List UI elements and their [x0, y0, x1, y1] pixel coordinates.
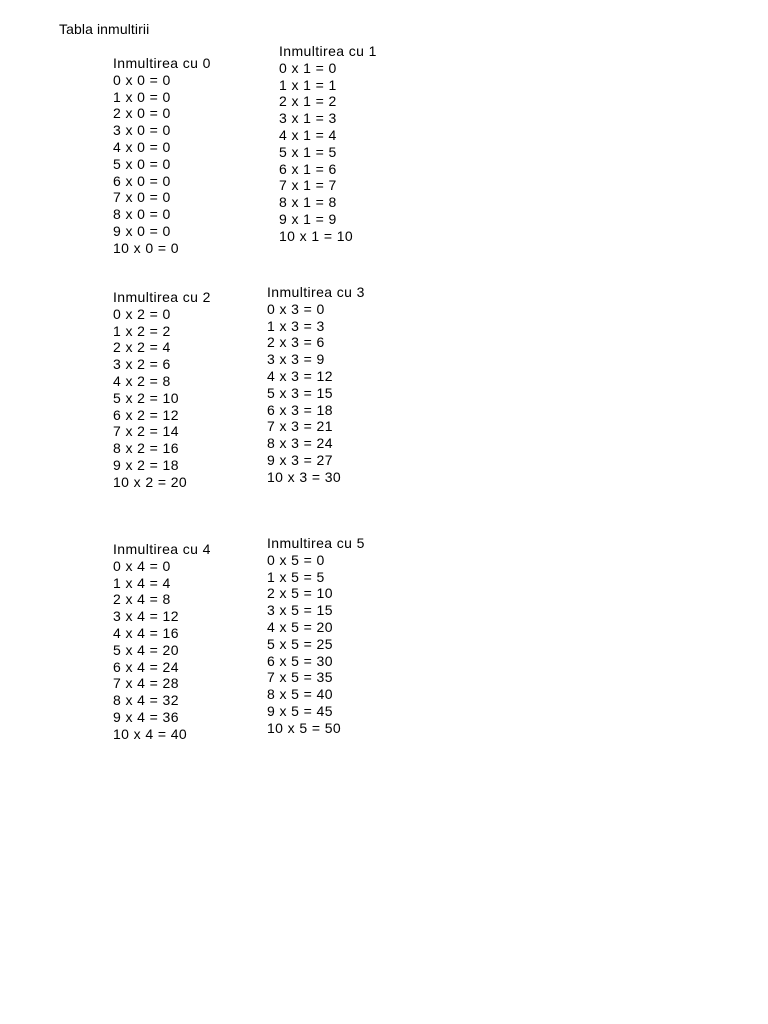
table-row: 6 x 2 = 12 [113, 406, 179, 423]
table-row: 7 x 3 = 21 [267, 418, 333, 435]
table-row: 0 x 3 = 0 [267, 300, 325, 317]
table-row: 4 x 3 = 12 [267, 367, 333, 384]
multiplication-table-5 [267, 535, 365, 737]
table-row: 6 x 0 = 0 [113, 172, 171, 189]
table-row: 3 x 5 = 15 [267, 602, 333, 619]
table-row: 0 x 2 = 0 [113, 305, 171, 322]
table-heading: Inmultirea cu 2 [113, 289, 211, 305]
table-row: 0 x 5 = 0 [267, 551, 325, 568]
table-row: 1 x 1 = 1 [279, 76, 337, 93]
document-title: Tabla inmultirii [59, 21, 150, 37]
table-row: 6 x 4 = 24 [113, 658, 179, 675]
table-row: 9 x 5 = 45 [267, 702, 333, 719]
table-row: 3 x 1 = 3 [279, 110, 337, 127]
table-heading: Inmultirea cu 3 [267, 284, 365, 300]
table-row: 1 x 5 = 5 [267, 568, 325, 585]
table-row: 7 x 5 = 35 [267, 669, 333, 686]
table-row: 5 x 5 = 25 [267, 635, 333, 652]
table-row: 2 x 0 = 0 [113, 105, 171, 122]
table-row: 0 x 0 = 0 [113, 71, 171, 88]
table-row: 6 x 5 = 30 [267, 652, 333, 669]
table-row: 10 x 5 = 50 [267, 719, 342, 736]
table-heading: Inmultirea cu 5 [267, 535, 365, 551]
table-row: 0 x 4 = 0 [113, 557, 171, 574]
table-row: 2 x 4 = 8 [113, 591, 171, 608]
table-row: 2 x 1 = 2 [279, 93, 337, 110]
table-row: 1 x 2 = 2 [113, 322, 171, 339]
table-row: 5 x 4 = 20 [113, 641, 179, 658]
table-row: 5 x 2 = 10 [113, 389, 179, 406]
table-row: 10 x 0 = 0 [113, 239, 179, 256]
table-row: 8 x 1 = 8 [279, 194, 337, 211]
table-row: 9 x 3 = 27 [267, 451, 333, 468]
multiplication-table-2 [113, 289, 211, 491]
table-row: 8 x 3 = 24 [267, 435, 333, 452]
table-row: 5 x 0 = 0 [113, 155, 171, 172]
table-row: 9 x 0 = 0 [113, 222, 171, 239]
table-heading: Inmultirea cu 0 [113, 55, 211, 71]
table-row: 10 x 1 = 10 [279, 227, 354, 244]
table-row: 0 x 1 = 0 [279, 59, 337, 76]
table-row: 6 x 1 = 6 [279, 160, 337, 177]
table-row: 8 x 2 = 16 [113, 440, 179, 457]
table-row: 4 x 5 = 20 [267, 618, 333, 635]
table-row: 10 x 3 = 30 [267, 468, 342, 485]
table-row: 1 x 0 = 0 [113, 88, 171, 105]
table-row: 8 x 5 = 40 [267, 686, 333, 703]
table-row: 3 x 2 = 6 [113, 356, 171, 373]
table-row: 7 x 0 = 0 [113, 189, 171, 206]
multiplication-table-3 [267, 284, 365, 486]
table-row: 10 x 2 = 20 [113, 473, 188, 490]
multiplication-table-1 [279, 43, 377, 245]
table-heading: Inmultirea cu 4 [113, 541, 211, 557]
table-row: 7 x 4 = 28 [113, 675, 179, 692]
table-row: 4 x 0 = 0 [113, 138, 171, 155]
table-row: 7 x 1 = 7 [279, 177, 337, 194]
table-row: 9 x 1 = 9 [279, 210, 337, 227]
table-row: 6 x 3 = 18 [267, 401, 333, 418]
table-row: 3 x 0 = 0 [113, 122, 171, 139]
table-row: 7 x 2 = 14 [113, 423, 179, 440]
table-row: 10 x 4 = 40 [113, 725, 188, 742]
table-row: 2 x 2 = 4 [113, 339, 171, 356]
table-row: 1 x 3 = 3 [267, 317, 325, 334]
table-row: 2 x 5 = 10 [267, 585, 333, 602]
multiplication-table-4 [113, 541, 211, 743]
table-row: 9 x 4 = 36 [113, 708, 179, 725]
table-row: 9 x 2 = 18 [113, 456, 179, 473]
table-row: 4 x 4 = 16 [113, 624, 179, 641]
table-row: 3 x 3 = 9 [267, 351, 325, 368]
multiplication-table-0 [113, 55, 211, 257]
table-heading: Inmultirea cu 1 [279, 43, 377, 59]
table-row: 8 x 0 = 0 [113, 206, 171, 223]
table-row: 5 x 1 = 5 [279, 143, 337, 160]
table-row: 5 x 3 = 15 [267, 384, 333, 401]
table-row: 4 x 1 = 4 [279, 126, 337, 143]
table-row: 1 x 4 = 4 [113, 574, 171, 591]
table-row: 8 x 4 = 32 [113, 692, 179, 709]
table-row: 2 x 3 = 6 [267, 334, 325, 351]
table-row: 3 x 4 = 12 [113, 608, 179, 625]
table-row: 4 x 2 = 8 [113, 372, 171, 389]
